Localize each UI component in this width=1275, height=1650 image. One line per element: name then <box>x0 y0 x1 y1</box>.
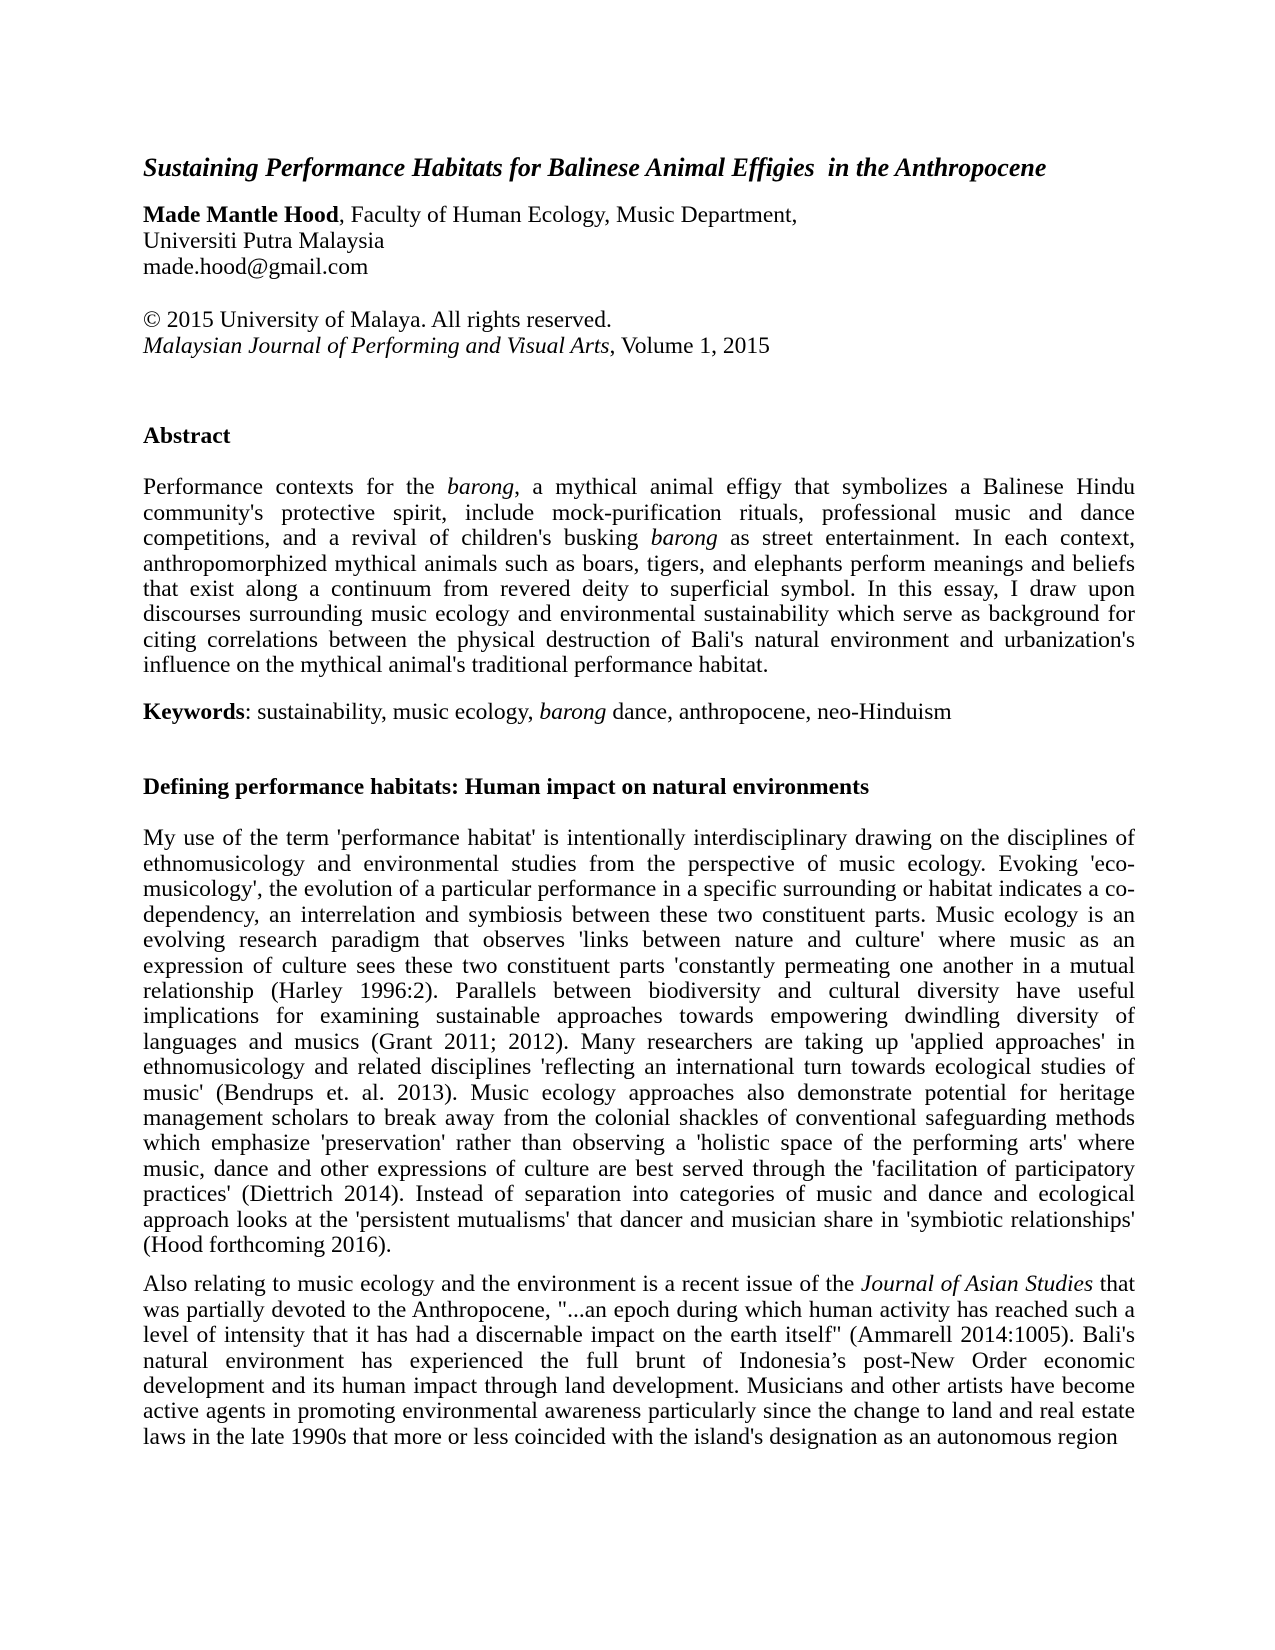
journal-title: Malaysian Journal of Performing and Visual Arts <box>143 333 610 359</box>
journal-of-asian-studies: Journal of Asian Studies <box>860 1271 1094 1298</box>
keywords-label: Keywords <box>143 698 245 725</box>
author-affiliation-line: Made Mantle Hood, Faculty of Human Ecology, Music Department, <box>143 202 798 228</box>
body-paragraph-2: Also relating to music ecology and the environment is a recent issue of the Journal of Asian Studies that was partially devoted to the Anthropocene, "...an epoch during which human activity has reached such a level of intensity that it has had a discernable impact on the earth itself" (Ammarell 2014:1005). Bali's natural environment has experienced the full brunt of Indonesia’s post-New Order economic development and its human impact through land development. Musicians and other artists have become active agents in promoting environmental awareness particularly since the change to land and real estate laws in the late 1990s that more or less coincided with the island's designation as an autonomous region <box>143 1271 1136 1450</box>
paper-title-line-2: in the Anthropocene <box>821 153 1047 182</box>
term-barong: barong <box>539 698 607 725</box>
author-email: made.hood@gmail.com <box>143 254 369 280</box>
author-name: Made Mantle Hood <box>143 202 339 228</box>
paper-title-line-1: Sustaining Performance Habitats for Balinese Animal Effigies <box>143 153 815 182</box>
section-heading: Defining performance habitats: Human impact on natural environments <box>143 774 870 801</box>
body-paragraph-1: My use of the term 'performance habitat' is intentionally interdisciplinary drawing on the disciplines of ethnomusicology and environmental studies from the perspective of music ecology. Evoking 'eco-musicology', the evolution of a particular performance in a specific surrounding or habitat indicates a co-dependency, an interrelation and symbiosis between these two constituent parts. Music ecology is an evolving research paradigm that observes 'links between nature and culture' where music as an expression of culture sees these two constituent parts 'constantly permeating one another in a mutual relationship (Harley 1996:2). Parallels between biodiversity and cultural diversity have useful implications for examining sustainable approaches towards empowering dwindling diversity of languages and musics (Grant 2011; 2012). Many researchers are taking up 'applied approaches' in ethnomusicology and related disciplines 'reflecting an international turn towards ecological studies of music' (Bendrups et. al. 2013). Music ecology approaches also demonstrate potential for heritage management scholars to break away from the colonial shackles of conventional safeguarding methods which emphasize 'preservation' rather than observing a 'holistic space of the performing arts' where music, dance and other expressions of culture are best served through the 'facilitation of participatory practices' (Diettrich 2014). Instead of separation into categories of music and dance and ecological approach looks at the 'persistent mutualisms' that dancer and musician share in 'symbiotic relationships' (Hood forthcoming 2016). <box>143 825 1135 1258</box>
paper-title <box>143 150 1135 185</box>
author-block <box>143 202 1135 280</box>
author-university: Universiti Putra Malaysia <box>143 228 385 254</box>
journal-line: Malaysian Journal of Performing and Visual Arts, Volume 1, 2015 <box>143 333 770 359</box>
abstract-heading: Abstract <box>143 423 231 449</box>
abstract-paragraph: Performance contexts for the barong, a mythical animal effigy that symbolizes a Balinese Hindu community's protective spirit, include mock-purification rituals, professional music and dance competitions, and a revival of children's busking barong as street entertainment. In each context, anthropomorphized mythical animals such as boars, tigers, and elephants perform meanings and beliefs that exist along a continuum from revered deity to superficial symbol. In this essay, I draw upon discourses surrounding music ecology and environmental sustainability which serve as background for citing correlations between the physical destruction of Bali's natural environment and urbanization's influence on the mythical animal's traditional performance habitat. <box>143 474 1135 679</box>
publication-block <box>143 307 1135 359</box>
term-barong: barong <box>650 525 718 552</box>
term-barong: barong <box>447 474 515 501</box>
keywords-line: Keywords: sustainability, music ecology, barong dance, anthropocene, neo-Hinduism <box>143 698 952 725</box>
copyright-line: © 2015 University of Malaya. All rights reserved. <box>143 307 612 333</box>
